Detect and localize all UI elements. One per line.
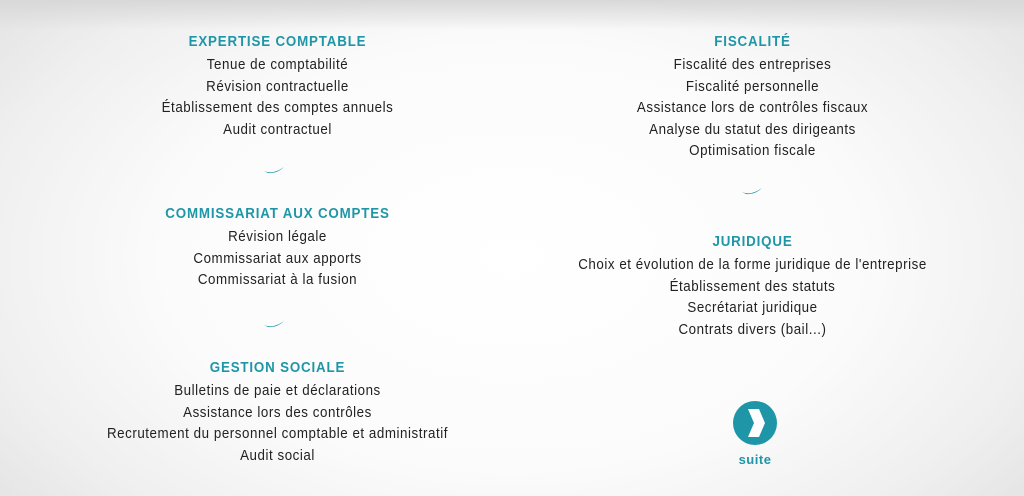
list-item: Analyse du statut des dirigeants (649, 121, 856, 138)
service-list (515, 255, 990, 341)
section-title: FISCALITÉ (714, 34, 791, 50)
section-fiscalite (515, 32, 990, 163)
swoosh-divider-icon (263, 319, 285, 329)
service-list (40, 381, 515, 467)
section-title: GESTION SOCIALE (209, 360, 346, 376)
service-list (40, 55, 515, 141)
list-item: Optimisation fiscale (689, 143, 816, 159)
top-shade (0, 0, 1024, 30)
list-item: Tenue de comptabilité (206, 57, 349, 73)
list-item: Audit contractuel (223, 121, 332, 138)
list-item: Révision légale (228, 229, 327, 245)
list-item: Fiscalité des entreprises (673, 57, 832, 73)
list-item: Établissement des statuts (669, 278, 836, 295)
section-gestion-sociale (40, 358, 515, 467)
list-item: Fiscalité personnelle (685, 78, 820, 95)
swoosh-divider-icon (741, 186, 763, 196)
section-title: EXPERTISE COMPTABLE (188, 34, 367, 50)
list-item: Révision contractuelle (206, 78, 349, 95)
list-item: Secrétariat juridique (687, 300, 818, 316)
section-title: JURIDIQUE (712, 234, 793, 250)
list-item: Bulletins de paie et déclarations (174, 383, 381, 399)
list-item: Assistance lors des contrôles (183, 404, 372, 421)
list-item: Audit social (240, 447, 315, 464)
section-expertise-comptable (40, 32, 515, 141)
service-list (40, 227, 515, 292)
list-item: Établissement des comptes annuels (161, 100, 394, 116)
swoosh-divider-icon (263, 165, 285, 175)
list-item: Contrats divers (bail...) (678, 321, 827, 338)
list-item: Recrutement du personnel comptable et administratif (106, 426, 449, 442)
next-arrow-icon (732, 400, 778, 446)
section-commissariat (40, 204, 515, 292)
list-item: Choix et évolution de la forme juridique de l'entreprise (578, 257, 927, 273)
list-item: Commissariat aux apports (193, 250, 362, 267)
section-juridique (515, 232, 990, 341)
list-item: Assistance lors de contrôles fiscaux (636, 100, 869, 116)
suite-label[interactable]: suite (738, 452, 772, 467)
suite-button[interactable] (731, 400, 779, 470)
service-list (515, 55, 990, 163)
section-title: COMMISSARIAT AUX COMPTES (165, 206, 390, 222)
list-item: Commissariat à la fusion (197, 272, 358, 288)
